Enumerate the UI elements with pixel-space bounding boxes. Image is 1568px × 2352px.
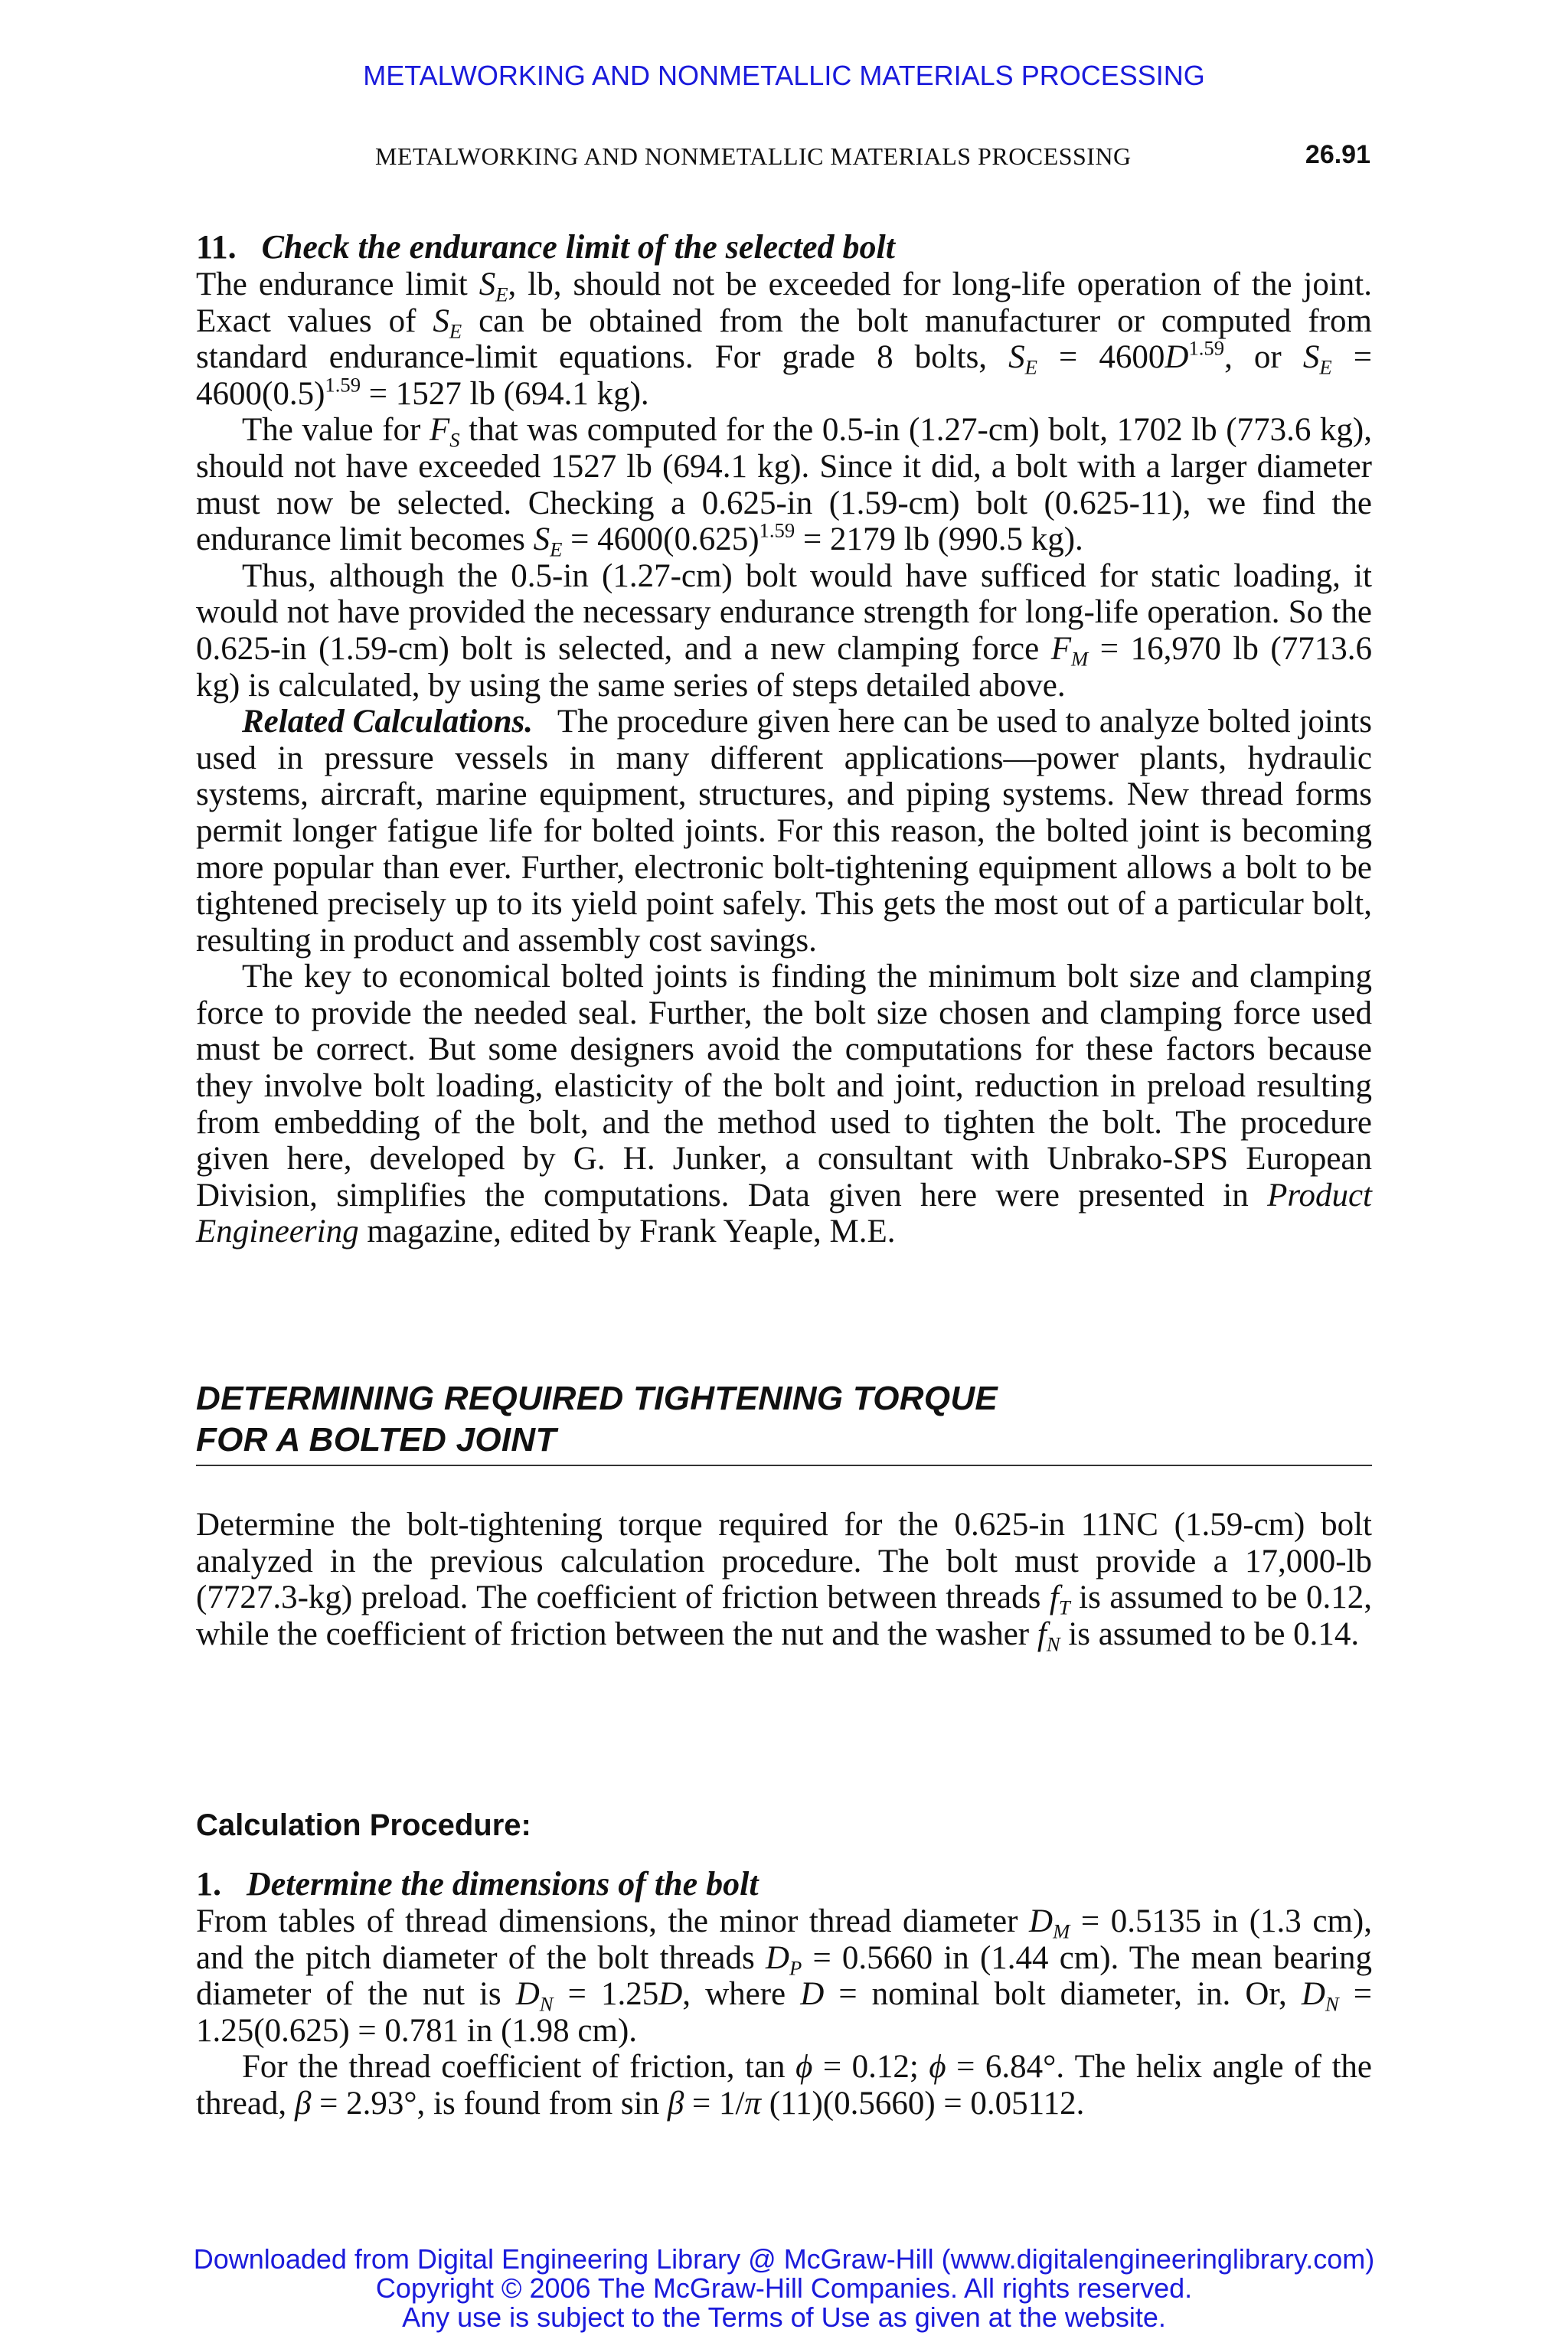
- paragraph-fs-value: The value for $F_S$ that was computed for the 0.5-in (1.27-cm) bolt, 1702 lb (773.6 kg), should not have exceeded 1527 lb (694.1 kg). Since it did, a bolt with a larger diameter must now be selected. Checking a 0.625-in (1.59-cm) bolt (0.625-11), we find the endurance limit becomes $S_E = 4600(0.625)^{1.59} = 2179$ lb (990.5 kg).: [196, 412, 1372, 561]
- step-11-heading: [196, 228, 1372, 266]
- paragraph-bolt-selected: Thus, although the 0.5-in (1.27-cm) bolt would have sufficed for static loading, it would not have provided the necessary endurance strength for long-life operation. So the 0.625-in (1.59-cm) bolt is selected, and a new clamping force $F_M = 16,970$ lb (7713.6 kg) is calculated, by using the same series of steps detailed above.: [196, 557, 1372, 704]
- paragraph-related-calculations: Related Calculations. The procedure given here can be used to analyze bolted joints used in pressure vessels in many different applications—power plants, hydraulic systems, aircraft, marine equipment, structures, and piping systems. New thread forms permit longer fatigue life for bolted joints. For this reason, the bolted joint is becoming more popular than ever. Further, electronic bolt-tightening equipment allows a bolt to be tightened precisely up to its yield point safely. This gets the most out of a particular bolt, resulting in product and assembly cost savings.: [196, 704, 1372, 959]
- section-title: DETERMINING REQUIRED TIGHTENING TORQUE FOR A BOLTED JOINT: [196, 1380, 998, 1459]
- paragraph-helix-angle: For the thread coefficient of friction, tan ϕ = 0.12; ϕ = 6.84°. The helix angle of the thread, β = 2.93°, is found from sin β = 1/π (11)(0.5660) = 0.05112.: [196, 2049, 1372, 2122]
- step-title: Determine the dimensions of the bolt: [247, 1865, 759, 1903]
- footer-terms-line: Any use is subject to the Terms of Use as given at the website.: [402, 2301, 1166, 2333]
- calculation-procedure-heading: Calculation Procedure:: [196, 1808, 531, 1842]
- step-1-heading: [196, 1865, 1372, 1903]
- paragraph-dimensions: From tables of thread dimensions, the minor thread diameter $D_M = 0.5135$ in (1.3 cm), and the pitch diameter of the bolt threads $D_P = 0.5660$ in (1.44 cm). The mean bearing diameter of the nut is $D_N = 1.25D$, where D = nominal bolt diameter, in. Or, $D_N = 1.25(0.625) = 0.781$ in (1.98 cm).: [196, 1903, 1372, 2049]
- related-calculations-label: Related Calculations.: [242, 704, 534, 740]
- problem-statement: [196, 1507, 1372, 1656]
- step-title: Check the endurance limit of the selected bolt: [261, 228, 895, 266]
- magazine-title: Product Engineering: [196, 1177, 1372, 1250]
- running-head: METALWORKING AND NONMETALLIC MATERIALS PROCESSING: [375, 142, 1132, 170]
- step-number: 11.: [196, 228, 237, 266]
- section-divider: [196, 1465, 1372, 1466]
- paragraph-endurance-limit: The endurance limit $S_E$, lb, should not be exceeded for long-life operation of the joint. Exact values of $S_E$ can be obtained from the bolt manufacturer or computed from standard endurance-limit equations. For grade 8 bolts, $S_E = 4600D^{1.59}$, or $S_E = 4600(0.5)^{1.59} = 1527$ lb (694.1 kg).: [196, 266, 1372, 412]
- step-number: 1.: [196, 1865, 221, 1903]
- top-banner: METALWORKING AND NONMETALLIC MATERIALS PROCESSING: [363, 60, 1205, 91]
- footer-copyright-line: Copyright © 2006 The McGraw-Hill Companies. All rights reserved.: [375, 2272, 1193, 2304]
- footer: [0, 2245, 1568, 2332]
- upper-body: [196, 228, 1372, 1250]
- paragraph-economical-joints: The key to economical bolted joints is finding the minimum bolt size and clamping force to provide the needed seal. Further, the bolt size chosen and clamping force used must be correct. But some designers avoid the computations for these factors because they involve bolt loading, elasticity of the bolt and joint, reduction in preload resulting from embedding of the bolt, and the method used to tighten the bolt. The procedure given here, developed by G. H. Junker, a consultant with Unbrako-SPS European Division, simplifies the computations. Data given here were presented in Product Engineering magazine, edited by Frank Yeaple, M.E.: [196, 959, 1372, 1250]
- page-number: 26.91: [1305, 140, 1370, 169]
- footer-download-line[interactable]: Downloaded from Digital Engineering Library @ McGraw-Hill (www.digitalengineeringlibrary.com): [193, 2243, 1375, 2275]
- step-1-section: [196, 1865, 1372, 2122]
- paragraph-problem: Determine the bolt-tightening torque required for the 0.625-in 11NC (1.59-cm) bolt analyzed in the previous calculation procedure. The bolt must provide a 17,000-lb (7727.3-kg) preload. The coefficient of friction between threads $f_T$ is assumed to be 0.12, while the coefficient of friction between the nut and the washer $f_N$ is assumed to be 0.14.: [196, 1507, 1372, 1656]
